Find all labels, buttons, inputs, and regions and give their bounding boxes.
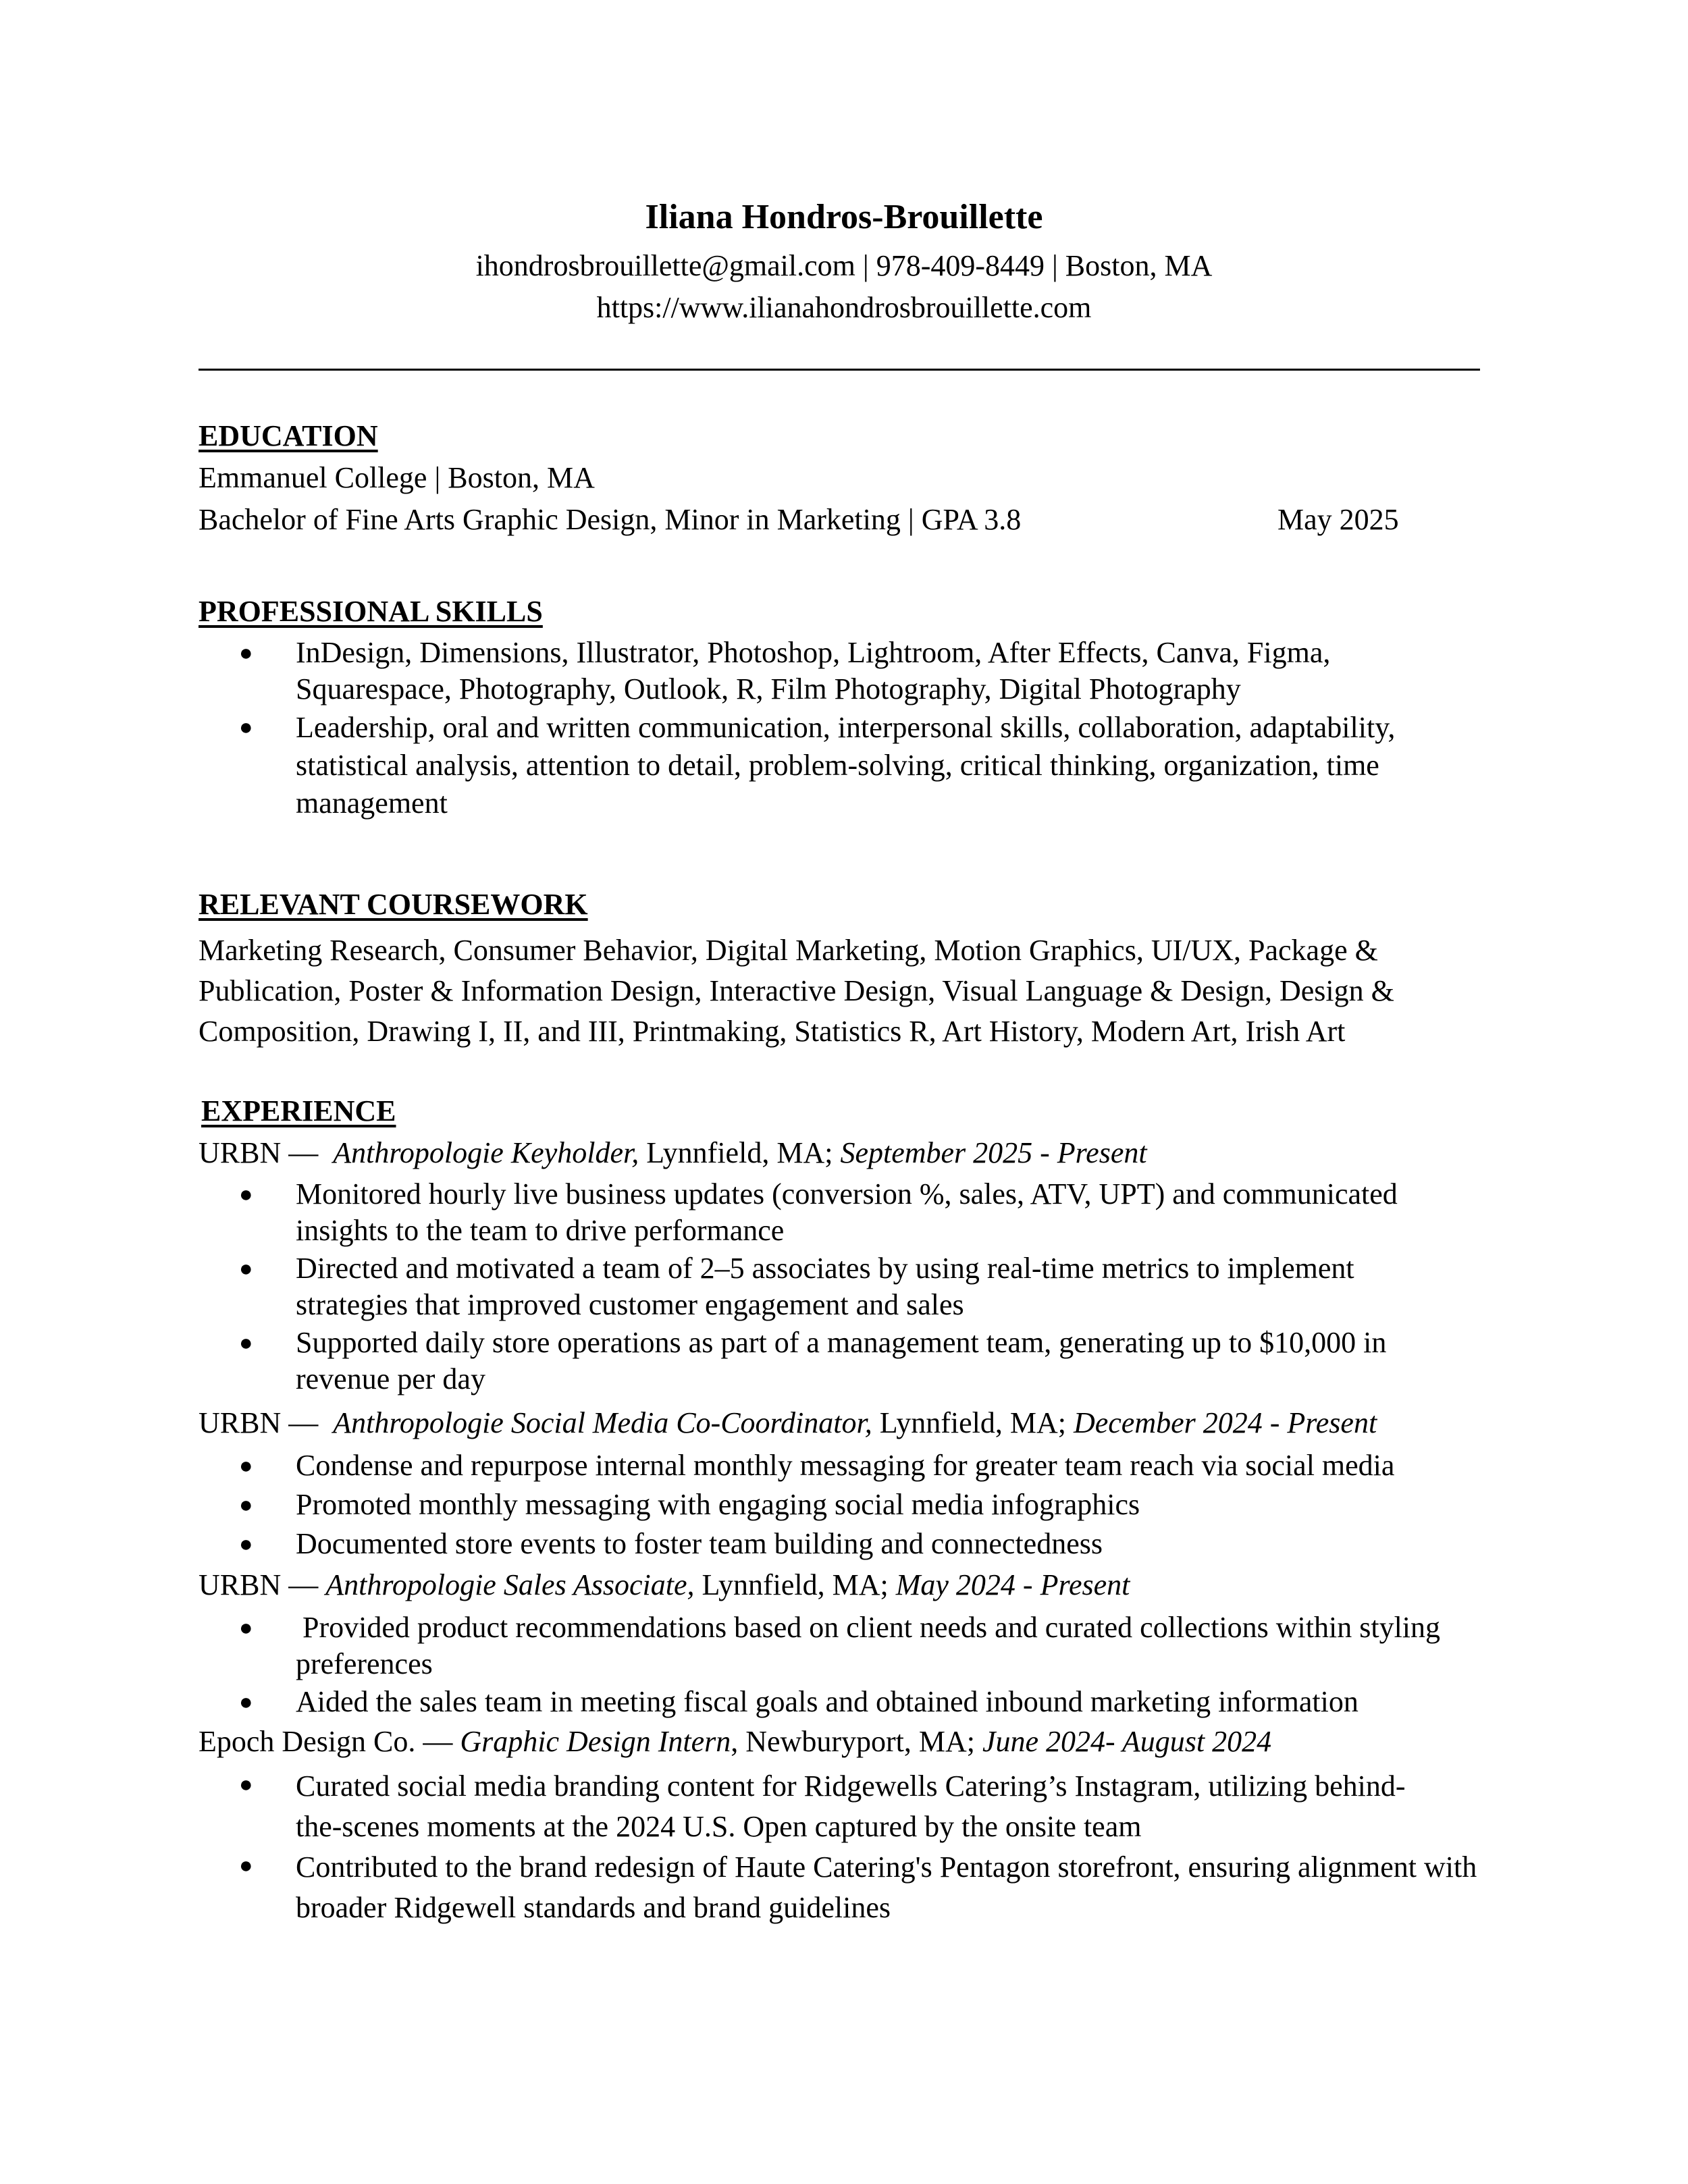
job-dates: June 2024- August 2024 — [982, 1725, 1272, 1758]
website-link[interactable]: https://www.ilianahondrosbrouillette.com — [596, 291, 1092, 324]
job-dates: May 2024 - Present — [895, 1568, 1130, 1601]
job-bullet: Promoted monthly messaging with engaging social media infographics — [296, 1488, 1140, 1521]
bullet-icon: ● — [239, 715, 253, 740]
bullet-icon: ● — [239, 1690, 253, 1715]
bullet-icon: ● — [239, 1532, 253, 1557]
bullet-icon: ● — [239, 1616, 253, 1641]
education-degree: Bachelor of Fine Arts Graphic Design, Minor in Marketing | GPA 3.8 — [199, 503, 1022, 536]
education-school: Emmanuel College | Boston, MA — [199, 461, 595, 494]
bullet-icon: ● — [239, 1772, 253, 1797]
job-location: Lynnfield, MA; — [879, 1406, 1066, 1439]
job-role: Graphic Design Intern — [460, 1725, 731, 1758]
bullet-icon: ● — [239, 1493, 253, 1518]
job-location: Lynnfield, MA; — [646, 1136, 833, 1169]
bullet-icon: ● — [239, 1331, 253, 1356]
job-bullet: Aided the sales team in meeting fiscal goals and obtained inbound marketing information — [296, 1685, 1359, 1718]
bullet-icon: ● — [239, 1182, 253, 1207]
bullet-icon: ● — [239, 1256, 253, 1281]
job-location: , Newburyport, MA; — [731, 1725, 975, 1758]
job-org: URBN — — [199, 1136, 319, 1169]
job-bullet: Contributed to the brand redesign of Haute Catering's Pentagon storefront, ensuring alignment with broader Ridgewell standards and brand guidelines — [296, 1850, 1477, 1924]
job-title-line — [199, 1406, 1377, 1441]
coursework-list: Marketing Research, Consumer Behavior, Digital Marketing, Motion Graphics, UI/UX, Package & Publication, Poster & Information Design, Interactive Design, Visual Language & Design, Design & Composition, Drawing I, II, and III, Printmaking, Statistics R, Art History, Modern Art, Irish Art — [199, 934, 1394, 1048]
skills-heading: PROFESSIONAL SKILLS — [199, 595, 543, 628]
job-bullet: Documented store events to foster team building and connectedness — [296, 1527, 1103, 1560]
education-date: May 2025 — [1277, 503, 1399, 536]
education-heading: EDUCATION — [199, 419, 378, 452]
job-role: Anthropologie Sales Associate, — [325, 1568, 695, 1601]
header-divider — [199, 369, 1480, 371]
job-bullet: Condense and repurpose internal monthly messaging for greater team reach via social media — [296, 1449, 1395, 1482]
job-dates: September 2025 - Present — [840, 1136, 1147, 1169]
job-bullet: Provided product recommendations based on client needs and curated collections within styling preferences — [296, 1611, 1441, 1680]
skills-tools: InDesign, Dimensions, Illustrator, Photoshop, Lightroom, After Effects, Canva, Figma, Squarespace, Photography, Outlook, R, Film Photography, Digital Photography — [296, 636, 1331, 705]
job-title-line — [199, 1136, 1147, 1171]
bullet-icon: ● — [239, 641, 253, 666]
job-location: Lynnfield, MA; — [702, 1568, 889, 1601]
job-bullet: Monitored hourly live business updates (conversion %, sales, ATV, UPT) and communicated insights to the team to drive performance — [296, 1177, 1398, 1247]
job-bullet: Supported daily store operations as part of a management team, generating up to $10,000 in revenue per day — [296, 1326, 1387, 1395]
job-title-line — [199, 1724, 1271, 1759]
job-org: URBN — — [199, 1568, 319, 1601]
job-bullet: Curated social media branding content for Ridgewells Catering’s Instagram, utilizing behind-the-scenes moments at the 2024 U.S. Open captured by the onsite team — [296, 1769, 1406, 1843]
job-dates: December 2024 - Present — [1073, 1406, 1377, 1439]
job-title-line — [199, 1568, 1130, 1603]
job-role: Anthropologie Keyholder, — [333, 1136, 639, 1169]
job-role: Anthropologie Social Media Co-Coordinator, — [333, 1406, 872, 1439]
job-org: Epoch Design Co. — — [199, 1725, 453, 1758]
candidate-name: Iliana Hondros-Brouillette — [645, 198, 1043, 236]
job-bullet: Directed and motivated a team of 2–5 associates by using real-time metrics to implement strategies that improved customer engagement and sales — [296, 1252, 1354, 1321]
bullet-icon: ● — [239, 1853, 253, 1878]
contact-info: ihondrosbrouillette@gmail.com | 978-409-8449 | Boston, MA — [475, 249, 1213, 282]
coursework-heading: RELEVANT COURSEWORK — [199, 888, 588, 921]
experience-heading: EXPERIENCE — [201, 1094, 396, 1127]
skills-soft: Leadership, oral and written communication, interpersonal skills, collaboration, adaptability, statistical analysis, attention to detail, problem-solving, critical thinking, organization, time management — [296, 711, 1396, 820]
bullet-icon: ● — [239, 1454, 253, 1479]
job-org: URBN — — [199, 1406, 319, 1439]
